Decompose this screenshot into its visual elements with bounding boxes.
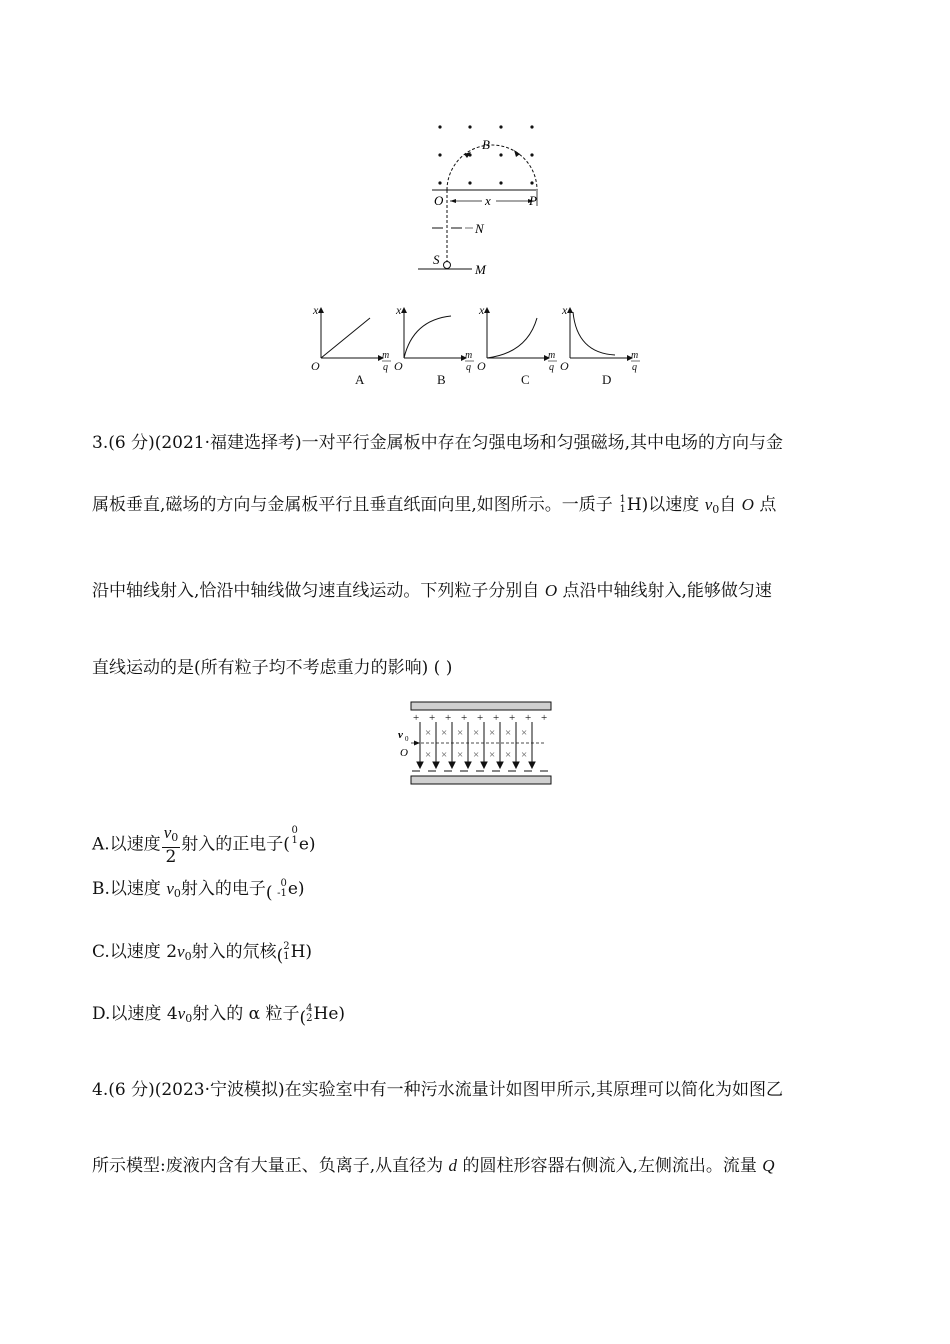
cross-mark: × [425, 749, 432, 761]
graph-x-num: m [631, 350, 639, 361]
field-dot [468, 181, 471, 184]
plus-sign: + [525, 712, 532, 724]
option-C[interactable]: C.以速度 $2v_0$射入的氘核 ( 2 1 H) [92, 941, 313, 966]
plus-sign: + [461, 712, 468, 724]
label-M: M [475, 262, 486, 277]
cross-mark: × [521, 749, 528, 761]
label-O: O [434, 193, 444, 208]
trajectory-arc [447, 145, 537, 190]
field-dot [499, 153, 502, 156]
cross-mark: × [505, 727, 512, 739]
graph-origin: O [394, 359, 403, 373]
graph-origin: O [560, 359, 569, 373]
trajectory-figure [410, 118, 560, 278]
label-S: S [433, 252, 440, 267]
graph-x-den: q [383, 362, 388, 373]
deuteron-symbol: ( 2 1 [276, 941, 290, 966]
field-arrow [433, 762, 439, 768]
field-arrow [449, 762, 455, 768]
fraction-v0-over-2: $\frac{v_0}{2}$ [163, 823, 179, 867]
q3-line-1: 3.(6 分)(2021·福建选择考)一对平行金属板中存在匀强电场和匀强磁场,其中电场的方向与金 [92, 433, 784, 453]
proton-symbol: 1 1 [619, 494, 626, 515]
curve-D [573, 312, 615, 355]
graph-x-den: q [632, 362, 637, 373]
field-dot [438, 181, 441, 184]
cross-mark: × [505, 749, 512, 761]
label-B: B [482, 137, 490, 152]
plates-figure [396, 700, 556, 790]
cross-mark: × [489, 749, 496, 761]
cross-mark: × [425, 727, 432, 739]
label-N: N [475, 221, 484, 236]
field-arrow [529, 762, 535, 768]
field-dot [468, 125, 471, 128]
cross-mark: × [489, 727, 496, 739]
graph-label-D: D [602, 372, 612, 387]
cross-mark: × [457, 749, 464, 761]
plus-sign: + [429, 712, 436, 724]
graph-B [404, 308, 466, 358]
q4-line-2: 所示模型:废液内含有大量正、负离子,从直径为 d 的圆柱形容器右侧流入,左侧流出。流量 Q [92, 1156, 775, 1176]
graph-x-den: q [466, 362, 471, 373]
cross-mark: × [473, 727, 480, 739]
plus-sign: + [509, 712, 516, 724]
graph-D [570, 308, 632, 358]
cross-mark: × [441, 727, 448, 739]
plus-sign: + [493, 712, 500, 724]
label-v0-sub: 0 [405, 735, 409, 743]
plus-sign: + [477, 712, 484, 724]
graph-A [321, 308, 383, 358]
label-O2: O [400, 747, 408, 759]
graph-y-label: x [396, 303, 402, 317]
field-arrow [513, 762, 519, 768]
cross-mark: × [473, 749, 480, 761]
plus-sign: + [445, 712, 452, 724]
bottom-plate [411, 776, 551, 784]
option-D[interactable]: D.以速度 $4v_0$射入的 α 粒子 ( 4 2 He) [92, 1003, 346, 1028]
q3-line-3: 沿中轴线射入,恰沿中轴线做匀速直线运动。下列粒子分别自 O 点沿中轴线射入,能够做匀速 [92, 581, 772, 601]
graph-origin: O [477, 359, 486, 373]
field-dot [530, 153, 533, 156]
curve-B [404, 316, 451, 358]
cross-mark: × [521, 727, 528, 739]
label-P: P [529, 193, 537, 208]
label-x: x [485, 193, 491, 208]
field-dot [530, 181, 533, 184]
field-dot [438, 153, 441, 156]
graph-origin: O [311, 359, 320, 373]
cross-mark: × [441, 749, 448, 761]
graph-y-label: x [562, 303, 568, 317]
field-arrow [497, 762, 503, 768]
curve-C [487, 318, 537, 358]
field-arrow [481, 762, 487, 768]
graph-x-num: m [548, 350, 556, 361]
q4-line-1: 4.(6 分)(2023·宁波模拟)在实验室中有一种污水流量计如图甲所示,其原理可以简化为如图乙 [92, 1080, 784, 1100]
q3-line-4: 直线运动的是(所有粒子均不考虑重力的影响) ( ) [92, 658, 453, 678]
field-dot [530, 125, 533, 128]
field-arrow [465, 762, 471, 768]
top-plate [411, 702, 551, 710]
graph-x-den: q [549, 362, 554, 373]
curve-A [321, 318, 370, 358]
graph-C [487, 308, 549, 358]
option-A[interactable]: A.以速度 $\frac{v_0}{2}$ 射入的正电子( 0 1 e) [92, 823, 316, 867]
label-v0: v [398, 729, 403, 741]
alpha-symbol: ( 4 2 [299, 1003, 313, 1028]
graph-label-B: B [437, 372, 446, 387]
graph-options [305, 298, 650, 390]
plus-sign: + [413, 712, 420, 724]
option-B[interactable]: B.以速度 $v_0$射入的电子 ( 0 -1 e) [92, 878, 305, 903]
cross-mark: × [457, 727, 464, 739]
field-dot [499, 125, 502, 128]
q3-line-2: 属板垂直,磁场的方向与金属板平行且垂直纸面向里,如图所示。一质子 1 1 H)以速度 $v_0$自 O 点 [92, 494, 777, 516]
plus-sign: + [541, 712, 548, 724]
positron-symbol: 0 1 [291, 825, 298, 846]
graph-x-num: m [382, 350, 390, 361]
graph-x-num: m [465, 350, 473, 361]
graph-label-C: C [521, 372, 530, 387]
field-arrow [417, 762, 423, 768]
electron-symbol: ( 0 -1 [265, 878, 287, 903]
graph-y-label: x [313, 303, 319, 317]
field-dot [438, 125, 441, 128]
graph-y-label: x [479, 303, 485, 317]
graph-label-A: A [355, 372, 365, 387]
field-dot [499, 181, 502, 184]
